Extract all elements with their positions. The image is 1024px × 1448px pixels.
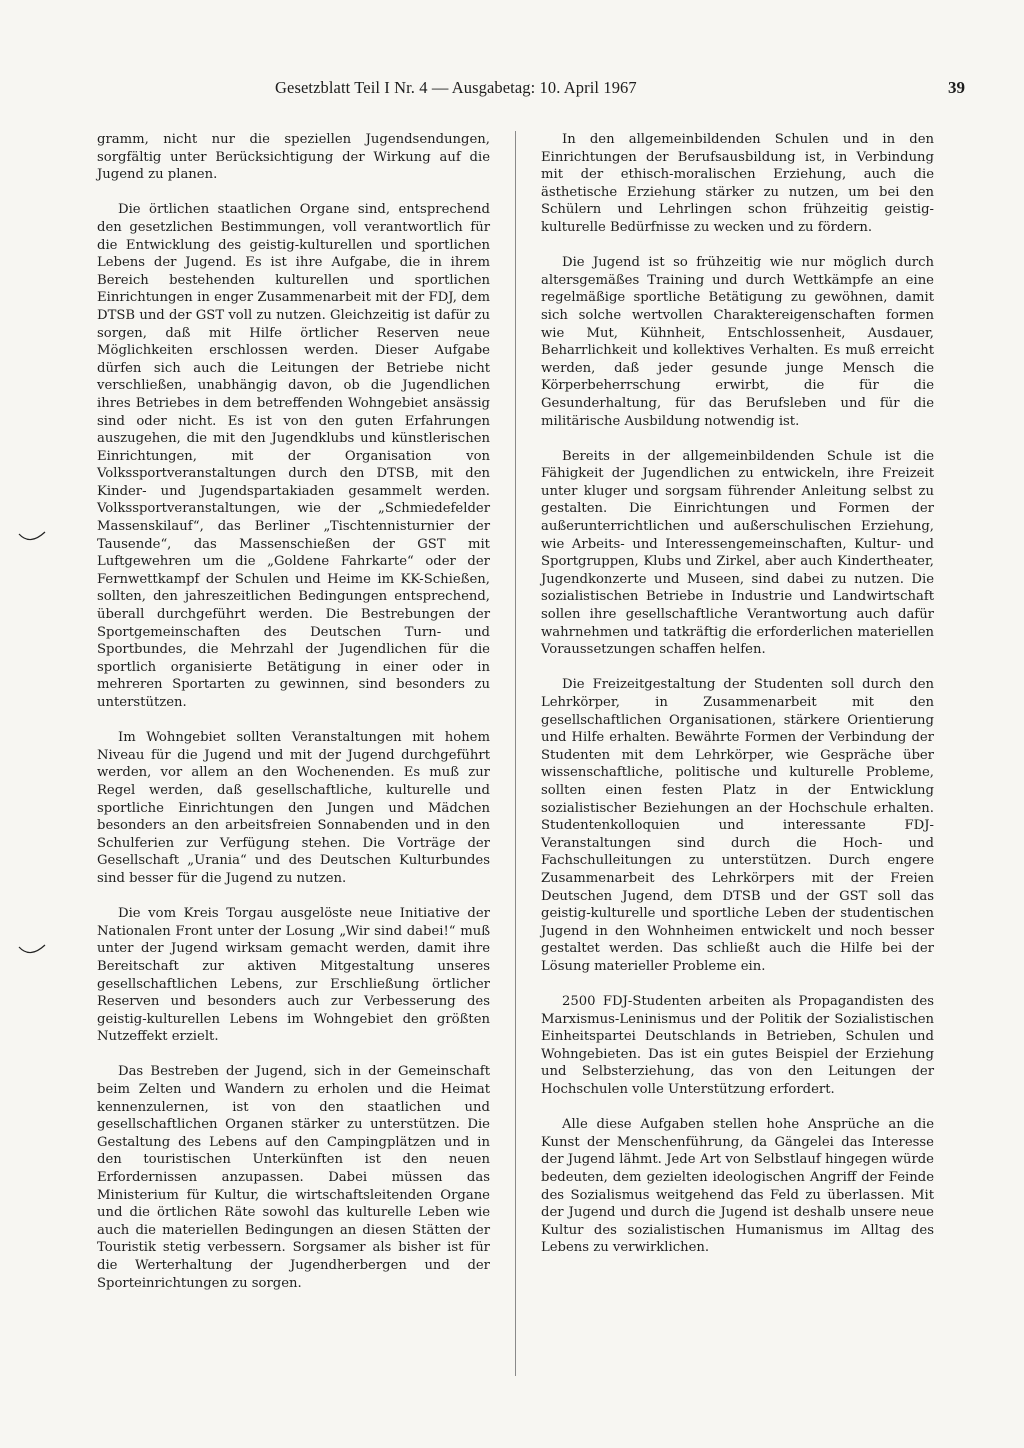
paragraph: Alle diese Aufgaben stellen hohe Ansprüche an die Kunst der Menschenführung, da Gängelei das Interesse der Jugend lähmt. Jede Art von Selbstlauf hingegen würde bedeuten, dem gezielten ideologischen Angriff der Feinde des Sozialismus weitgehend das Feld zu überlassen. Mit der Jugend und durch die Jugend ist deshalb unsere neue Kultur des sozialistischen Humanismus im Alltag des Lebens zu verwirklichen.: [541, 1117, 934, 1256]
paragraph: Bereits in der allgemeinbildenden Schule ist die Fähigkeit der Jugendlichen zu entwickeln, ihre Freizeit unter kluger und sorgsam führender Anleitung selbst zu gestalten. Die Einrichtungen und Formen der außerunterrichtlichen und außerschulischen Erziehung, wie Arbeits- und Interessengemeinschaften, Kultur- und Sportgruppen, Klubs und Zirkel, aber auch Kindertheater, Jugendkonzerte und Museen, sind dabei zu nutzen. Die sozialistischen Betriebe in Industrie und Landwirtschaft sollen ihre gesellschaftliche Verantwortung auch dafür wahrnehmen und tatkräftig die erforderlichen materiellen Voraussetzungen schaffen helfen.: [541, 448, 934, 658]
left-column: [97, 131, 490, 1310]
paragraph: Die vom Kreis Torgau ausgelöste neue Initiative der Nationalen Front unter der Losung „Wir sind dabei!“ muß unter der Jugend wirksam gemacht werden, damit ihre Bereitschaft zur aktiven Mitgestaltung unseres gesellschaftlichen Lebens, zur Erschließung örtlicher Reserven und besonders auch zur Verbesserung des geistig-kulturellen Lebens im Wohngebiet den größten Nutzeffekt erzielt.: [97, 906, 490, 1045]
right-column: [541, 131, 934, 1275]
running-header: [275, 78, 965, 100]
paragraph: Die Freizeitgestaltung der Studenten soll durch den Lehrkörper, in Zusammenarbeit mit den gesellschaftlichen Organisationen, stärkere Orientierung und Hilfe erhalten. Bewährte Formen der Verbindung der Studenten mit dem Lehrkörper, wie Gespräche über wissenschaftliche, politische und kulturelle Probleme, sollten einen festen Platz in der Entwicklung sozialistischer Beziehungen an der Hochschule erhalten. Studentenkolloquien und interessante FDJ-Veranstaltungen sind durch die Hoch- und Fachschulleitungen zu unterstützen. Durch engere Zusammenarbeit des Lehrkörpers mit der Freien Deutschen Jugend, dem DTSB und der GST soll das geistig-kulturelle und sportliche Leben der studentischen Jugend in den Wohnheimen entwickelt und noch besser gestaltet werden. Das schließt auch die Hilfe bei der Lösung materieller Probleme ein.: [541, 677, 934, 974]
header-title: Gesetzblatt Teil I Nr. 4 — Ausgabetag: 10. April 1967: [275, 78, 637, 97]
paragraph: Die örtlichen staatlichen Organe sind, entsprechend den gesetzlichen Bestimmungen, voll verantwortlich für die Entwicklung des geistig-kulturellen und sportlichen Lebens der Jugend. Es ist ihre Aufgabe, die in ihrem Bereich bestehenden kulturellen und sportlichen Einrichtungen in enger Zusammenarbeit mit der FDJ, dem DTSB und der GST voll zu nutzen. Gleichzeitig ist dafür zu sorgen, daß mit Hilfe örtlicher Reserven neue Möglichkeiten erschlossen werden. Dieser Aufgabe dürfen sich auch die Leitungen der Betriebe nicht verschließen, unabhängig davon, ob die Jugendlichen ihres Betriebes in dem betreffenden Wohngebiet ansässig sind oder nicht. Es ist von den guten Erfahrungen auszugehen, die mit den Jugendklubs und künstlerischen Einrichtungen, mit der Organisation von Volkssportveranstaltungen durch den DTSB, mit den Kinder- und Jugendspartakiaden gesammelt werden. Volkssportveranstaltungen, wie der „Schmiedefelder Massenskilauf“, das Berliner „Tischtennisturnier der Tausende“, das Massenschießen der GST mit Luftgewehren um die „Goldene Fahrkarte“ oder der Fernwettkampf der Schulen und Heime im KK-Schießen, sollten, den jahreszeitlichen Bedingungen entsprechend, überall durchgeführt werden. Die Bestrebungen der Sportgemeinschaften des Deutschen Turn- und Sportbundes, die Mehrzahl der Jugendlichen für die sportlich organisierte Betätigung in einer oder in mehreren Sportarten zu gewinnen, sind besonders zu unterstützen.: [97, 202, 490, 710]
paragraph: In den allgemeinbildenden Schulen und in den Einrichtungen der Berufsausbildung ist, in Verbindung mit der ethisch-moralischen Erziehung, auch die ästhetische Erziehung stärker zu nutzen, um bei den Schülern und Lehrlingen schon frühzeitig geistig-kulturelle Bedürfnisse zu wecken und zu fördern.: [541, 132, 934, 235]
margin-tick-mark: [18, 531, 46, 545]
paragraph: Das Bestreben der Jugend, sich in der Gemeinschaft beim Zelten und Wandern zu erholen und die Heimat kennenzulernen, ist von den staatlichen und gesellschaftlichen Organen stärker zu unterstützen. Die Gestaltung des Lebens auf den Campingplätzen und in den touristischen Unterkünften ist den neuen Erfordernissen anzupassen. Dabei müssen das Ministerium für Kultur, die wirtschaftsleitenden Organe und die örtlichen Räte sowohl das kulturelle Leben wie auch die materiellen Bedingungen an diesen Stätten der Touristik stetig verbessern. Sorgsamer als bisher ist für die Werterhaltung der Jugendherbergen und der Sporteinrichtungen zu sorgen.: [97, 1064, 490, 1291]
column-divider: [515, 131, 516, 1376]
margin-tick-mark: [18, 944, 46, 958]
paragraph: Im Wohngebiet sollten Veranstaltungen mit hohem Niveau für die Jugend und mit der Jugend durchgeführt werden, vor allem an den Wochenenden. Es muß zur Regel werden, daß gesellschaftliche, kulturelle und sportliche Einrichtungen den Jungen und Mädchen besonders an den arbeitsfreien Sonnabenden und in den Schulferien zur Verfügung stehen. Die Vorträge der Gesellschaft „Urania“ und des Deutschen Kulturbundes sind besser für die Jugend zu nutzen.: [97, 730, 490, 886]
paragraph: 2500 FDJ-Studenten arbeiten als Propagandisten des Marxismus-Leninismus und der Politik der Sozialistischen Einheitspartei Deutschlands in Betrieben, Schulen und Wohngebieten. Das ist ein gutes Beispiel der Erziehung und Selbsterziehung, das von den Leitungen der Hochschulen volle Unterstützung erfordert.: [541, 994, 934, 1098]
paragraph: gramm, nicht nur die speziellen Jugendsendungen, sorgfältig unter Berücksichtigung der Wirkung auf die Jugend zu planen.: [97, 132, 490, 183]
paragraph: Die Jugend ist so frühzeitig wie nur möglich durch altersgemäßes Training und durch Wettkämpfe an eine regelmäßige sportliche Betätigung zu gewöhnen, damit sich solche wertvollen Charaktereigenschaften formen wie Mut, Kühnheit, Entschlossenheit, Ausdauer, Beharrlichkeit und kollektives Verhalten. Es muß erreicht werden, daß jeder gesunde junge Mensch die Körperbeherrschung erwirbt, die für die Gesunderhaltung, für das Berufsleben und für die militärische Ausbildung notwendig ist.: [541, 255, 934, 429]
page-number: 39: [948, 78, 965, 97]
